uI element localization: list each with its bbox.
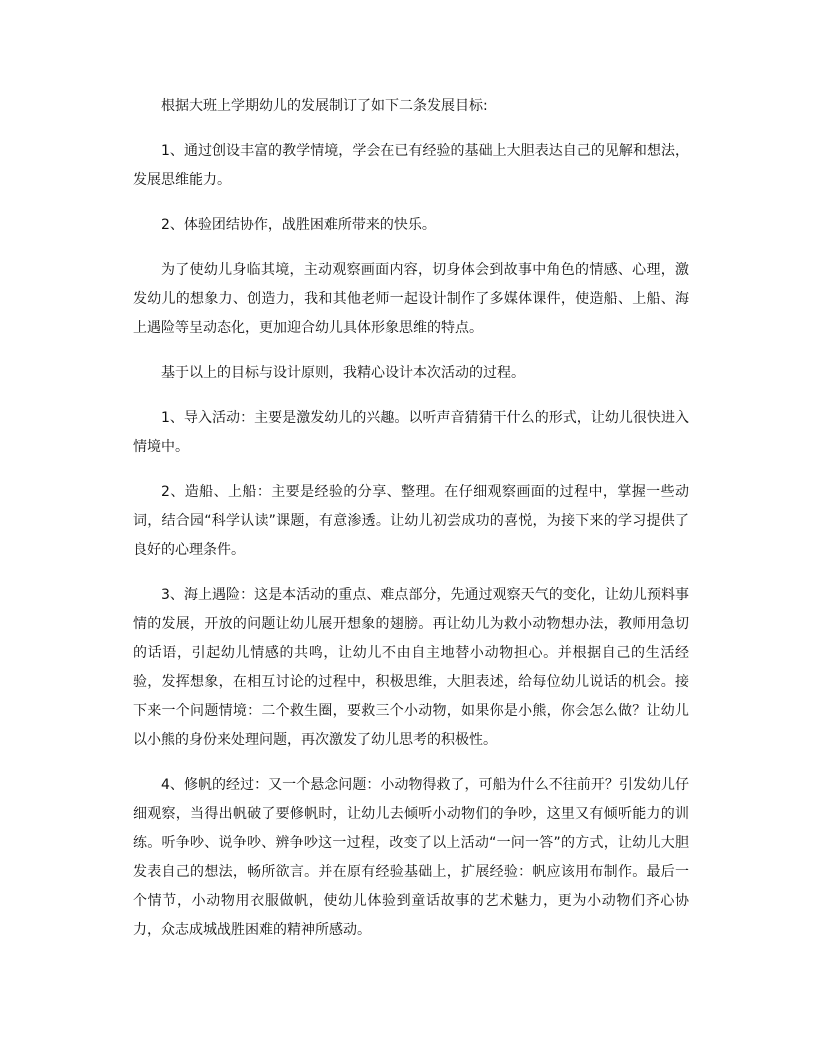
paragraph-goals-intro: 根据大班上学期幼儿的发展制订了如下二条发展目标: <box>161 98 488 114</box>
paragraph-step-2: 2、造船、上船：主要是经验的分享、整理。在仔细观察画面的过程中，掌握一些动词，结合园“科学认读”课题，有意渗透。让幼儿初尝成功的喜悦，为接下来的学习提供了良好的心理条件。 <box>133 484 689 558</box>
paragraph-step-3: 3、海上遇险：这是本活动的重点、难点部分，先通过观察天气的变化，让幼儿预料事情的发展，开放的问题让幼儿展开想象的翅膀。再让幼儿为救小动物想办法，教师用急切的话语，引起幼儿情感的共鸣，让幼儿不由自主地替小动物担心。并根据自己的生活经验，发挥想象，在相互讨论的过程中，积极思维，大胆表述，给每位幼儿说话的机会。接下来一个问题情境：二个救生圈，要救三个小动物，如果你是小熊，你会怎么做？让幼儿以小熊的身份来处理问题，再次激发了幼儿思考的积极性。 <box>133 587 689 748</box>
paragraph-step-4: 4、修帆的经过：又一个悬念问题：小动物得救了，可船为什么不往前开？引发幼儿仔细观察，当得出帆破了要修帆时，让幼儿去倾听小动物们的争吵，这里又有倾听能力的训练。听争吵、说争吵、辨争吵这一过程，改变了以上活动“一问一答”的方式，让幼儿大胆发表自己的想法，畅所欲言。并在原有经验基础上，扩展经验：帆应该用布制作。最后一个情节，小动物用衣服做帆，使幼儿体验到童话故事的艺术魅力，更为小动物们齐心协力，众志成城战胜困难的精神所感动。 <box>133 777 689 938</box>
paragraph-process-intro: 基于以上的目标与设计原则，我精心设计本次活动的过程。 <box>161 365 525 381</box>
document-body <box>133 92 689 961</box>
paragraph-courseware: 为了使幼儿身临其境，主动观察画面内容，切身体会到故事中角色的情感、心理，激发幼儿的想象力、创造力，我和其他老师一起设计制作了多媒体课件，使造船、上船、海上遇险等呈动态化，更加迎合幼儿具体形象思维的特点。 <box>133 262 689 336</box>
paragraph-goal-2: 2、体验团结协作，战胜困难所带来的快乐。 <box>161 217 436 233</box>
paragraph-step-1: 1、导入活动：主要是激发幼儿的兴趣。以听声音猜猜干什么的形式，让幼儿很快进入情境中。 <box>133 410 689 455</box>
paragraph-goal-1: 1、通过创设丰富的教学情境，学会在已有经验的基础上大胆表达自己的见解和想法，发展思维能力。 <box>133 143 689 188</box>
